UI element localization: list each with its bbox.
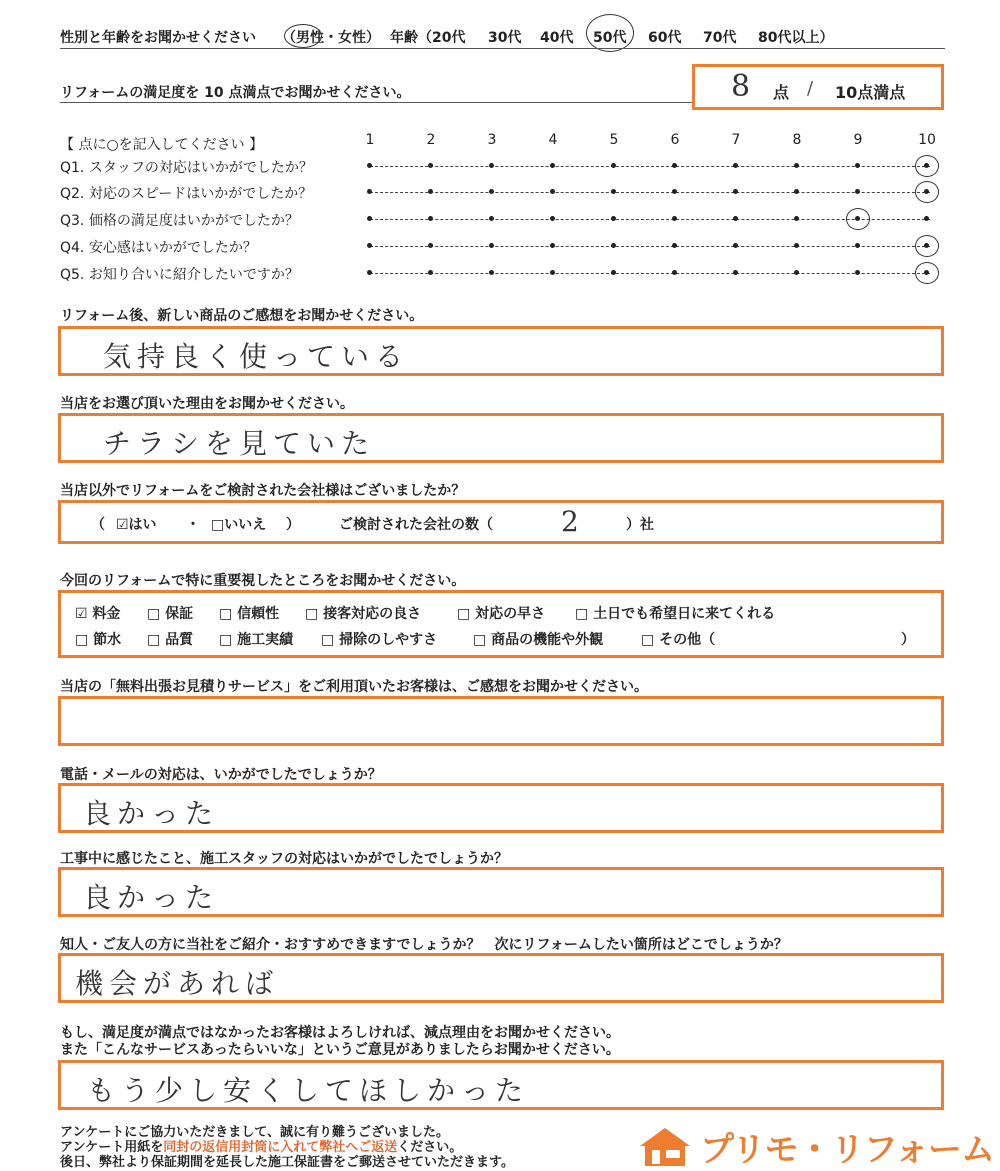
satisfaction-label: リフォームの満足度を 10 点満点でお聞かせください。 (60, 85, 411, 101)
reason-label: 当店をお選び頂いた理由をお聞かせください。 (60, 396, 354, 412)
priority-option-speed[interactable]: □ 対応の早さ (457, 606, 546, 622)
rating-line (370, 273, 930, 274)
priority-option-weekend[interactable]: □ 土日でも希望日に来てくれる (575, 606, 776, 622)
rating-point[interactable] (489, 163, 494, 168)
rating-point[interactable] (367, 189, 372, 194)
scale-number: 5 (609, 132, 619, 148)
company-count[interactable]: 2 (561, 505, 585, 538)
impression-label: リフォーム後、新しい商品のご感想をお聞かせください。 (60, 308, 424, 324)
referral-label: 知人・ご友人の方に当社をご紹介・おすすめできますでしょうか？ 次にリフォームしたい箇所はどこでしょうか？ (60, 937, 788, 953)
age-option: 40代 (540, 30, 574, 46)
rating-point[interactable] (672, 163, 677, 168)
gender-options: （男性・女性） (282, 30, 380, 46)
rating-line (370, 246, 930, 247)
scale-number: 2 (426, 132, 436, 148)
company-logo (636, 1122, 994, 1170)
other-companies-label: 当店以外でリフォームをご検討された会社様はございましたか？ (60, 483, 466, 499)
rating-point[interactable] (428, 270, 433, 275)
scale-number: 10 (918, 132, 936, 148)
rating-question: Q1. スタッフの対応はいかがでしたか？ (60, 160, 313, 176)
construction-label: 工事中に感じたこと、施工スタッフの対応はいかがでしたでしょうか？ (60, 851, 508, 867)
gender-circle (284, 24, 322, 48)
footer-warranty-note: 後日、弊社より保証期間を延長した施工保証書をご郵送させていただきます。 (60, 1155, 514, 1170)
rating-point[interactable] (367, 270, 372, 275)
priority-option-track-record[interactable]: □ 施工実績 (219, 632, 294, 648)
phone-mail-answer: 良かった (83, 797, 220, 830)
rating-answer-circle (915, 155, 939, 177)
priority-option-service[interactable]: □ 接客対応の良さ (305, 606, 422, 622)
priority-option-warranty[interactable]: □ 保証 (147, 606, 194, 622)
logo-text: プリモ・リフォーム (700, 1130, 994, 1170)
rating-answer-circle (915, 235, 939, 257)
reason-answer: チラシを見ていた (103, 427, 376, 460)
scale-number: 1 (365, 132, 375, 148)
rating-point[interactable] (611, 163, 616, 168)
referral-answer: 機会があれば (75, 967, 280, 1000)
footer-thanks: アンケートにご協力いただきまして、誠に有り難うございました。 (60, 1125, 449, 1140)
rating-point[interactable] (611, 216, 616, 221)
referral-answer-box[interactable] (58, 953, 944, 1003)
gender-age-label: 性別と年齢をお聞かせください (60, 30, 256, 46)
construction-answer-box[interactable] (58, 867, 944, 917)
footer-return-note (60, 1140, 462, 1155)
rating-point[interactable] (367, 243, 372, 248)
phone-mail-answer-box[interactable] (58, 783, 944, 833)
priority-option-price[interactable]: ☑ 料金 (75, 606, 121, 622)
rating-instruction: 【 点に○を記入してください 】 (60, 137, 264, 153)
rating-point[interactable] (733, 189, 738, 194)
reason-answer-box[interactable] (58, 413, 944, 463)
rating-point[interactable] (550, 270, 555, 275)
rating-line (370, 166, 930, 167)
rating-point[interactable] (794, 243, 799, 248)
other-companies-box (58, 500, 944, 544)
rating-point[interactable] (672, 189, 677, 194)
rating-point[interactable] (855, 243, 860, 248)
rating-point[interactable] (550, 189, 555, 194)
rating-point[interactable] (489, 189, 494, 194)
rating-answer-circle (846, 208, 870, 230)
rating-question: Q2. 対応のスピードはいかがでしたか？ (60, 186, 313, 202)
rating-point[interactable] (611, 189, 616, 194)
priority-other-close: ） (901, 632, 915, 648)
rating-point[interactable] (489, 270, 494, 275)
score-max: 10点満点 (835, 83, 906, 102)
priority-option-reliability[interactable]: □ 信頼性 (219, 606, 280, 622)
rating-point[interactable] (733, 243, 738, 248)
priority-option-function[interactable]: □ 商品の機能や外観 (473, 632, 604, 648)
score-slash: / (807, 78, 814, 99)
rating-point[interactable] (924, 216, 929, 221)
rating-point[interactable] (489, 243, 494, 248)
rating-point[interactable] (733, 216, 738, 221)
divider (60, 48, 945, 49)
priorities-label: 今回のリフォームで特に重要視したところをお聞かせください。 (60, 573, 466, 589)
rating-point[interactable] (794, 163, 799, 168)
scale-number: 6 (670, 132, 680, 148)
footer-return-post: ください。 (397, 1140, 463, 1155)
age-label: 年齢（20代 (390, 30, 466, 46)
no-checkbox[interactable]: □いいえ (211, 517, 267, 533)
rating-point[interactable] (672, 216, 677, 221)
free-estimate-label: 当店の「無料出張お見積りサービス」をご利用頂いたお客様は、ご感想をお聞かせください。 (60, 679, 648, 695)
rating-point[interactable] (672, 243, 677, 248)
rating-point[interactable] (794, 216, 799, 221)
priority-option-cleaning[interactable]: □ 掃除のしやすさ (321, 632, 438, 648)
age-option: 50代 (593, 30, 627, 46)
phone-mail-label: 電話・メールの対応は、いかがでしたでしょうか？ (60, 767, 382, 783)
rating-question: Q4. 安心感はいかがでしたか？ (60, 240, 257, 256)
rating-point[interactable] (855, 270, 860, 275)
company-count-suffix: ）社 (626, 517, 654, 533)
paren-close: ） (286, 517, 300, 533)
satisfaction-box (692, 64, 944, 110)
impression-answer-box[interactable] (58, 326, 944, 376)
rating-point[interactable] (367, 163, 372, 168)
rating-point[interactable] (733, 163, 738, 168)
rating-point[interactable] (733, 270, 738, 275)
rating-point[interactable] (855, 189, 860, 194)
priorities-box (58, 590, 944, 658)
rating-line (370, 192, 930, 193)
rating-answer-circle (915, 262, 939, 284)
rating-point[interactable] (672, 270, 677, 275)
scale-number: 9 (853, 132, 863, 148)
rating-question: Q5. お知り合いに紹介したいですか？ (60, 267, 299, 283)
construction-answer: 良かった (83, 881, 220, 914)
company-count-label: ご検討された会社の数（ (339, 517, 493, 533)
age-option: 60代 (648, 30, 682, 46)
priority-option-water[interactable]: □ 節水 (75, 632, 122, 648)
divider (60, 102, 692, 103)
free-estimate-answer-box[interactable] (58, 696, 944, 746)
rating-answer-circle (915, 181, 939, 203)
rating-point[interactable] (611, 270, 616, 275)
scale-number: 3 (487, 132, 497, 148)
improvement-answer: もう少し安くしてほしかった (87, 1074, 530, 1107)
age-option: 70代 (703, 30, 737, 46)
rating-point[interactable] (550, 216, 555, 221)
score-suffix: 点 (773, 83, 790, 102)
rating-point[interactable] (794, 270, 799, 275)
footer-return-highlight: 同封の返信用封筒に入れて弊社へご返送 (163, 1140, 398, 1155)
rating-point[interactable] (428, 243, 433, 248)
scale-number: 8 (792, 132, 802, 148)
rating-point[interactable] (428, 216, 433, 221)
paren-open: （ (91, 517, 105, 533)
rating-point[interactable] (611, 243, 616, 248)
footer-return-pre: アンケート用紙を (60, 1140, 164, 1155)
scale-number: 4 (548, 132, 558, 148)
rating-question: Q3. 価格の満足度はいかがでしたか？ (60, 213, 299, 229)
age-option: 80代以上） (758, 30, 834, 46)
rating-point[interactable] (428, 163, 433, 168)
rating-point[interactable] (367, 216, 372, 221)
house-icon (636, 1124, 694, 1168)
improvement-label-1: もし、満足度が満点ではなかったお客様はよろしければ、減点理由をお聞かせください。 (60, 1025, 620, 1041)
scale-number: 7 (731, 132, 741, 148)
improvement-answer-box[interactable] (58, 1060, 944, 1110)
rating-point[interactable] (489, 216, 494, 221)
rating-point[interactable] (550, 243, 555, 248)
priority-option-other[interactable]: □ その他（ (641, 632, 716, 648)
impression-answer: 気持良く使っている (103, 340, 410, 373)
rating-point[interactable] (550, 163, 555, 168)
age-option: 30代 (488, 30, 522, 46)
rating-point[interactable] (428, 189, 433, 194)
yes-checkbox[interactable]: ☑はい (116, 517, 157, 533)
improvement-label-2: また「こんなサービスあったらいいな」というご意見がありましたらお聞かせください。 (60, 1042, 620, 1058)
rating-point[interactable] (794, 189, 799, 194)
rating-point[interactable] (855, 163, 860, 168)
priority-option-quality[interactable]: □ 品質 (147, 632, 194, 648)
satisfaction-score: 8 (731, 69, 757, 104)
separator-dot: ・ (186, 517, 200, 533)
age-circle (586, 14, 634, 52)
